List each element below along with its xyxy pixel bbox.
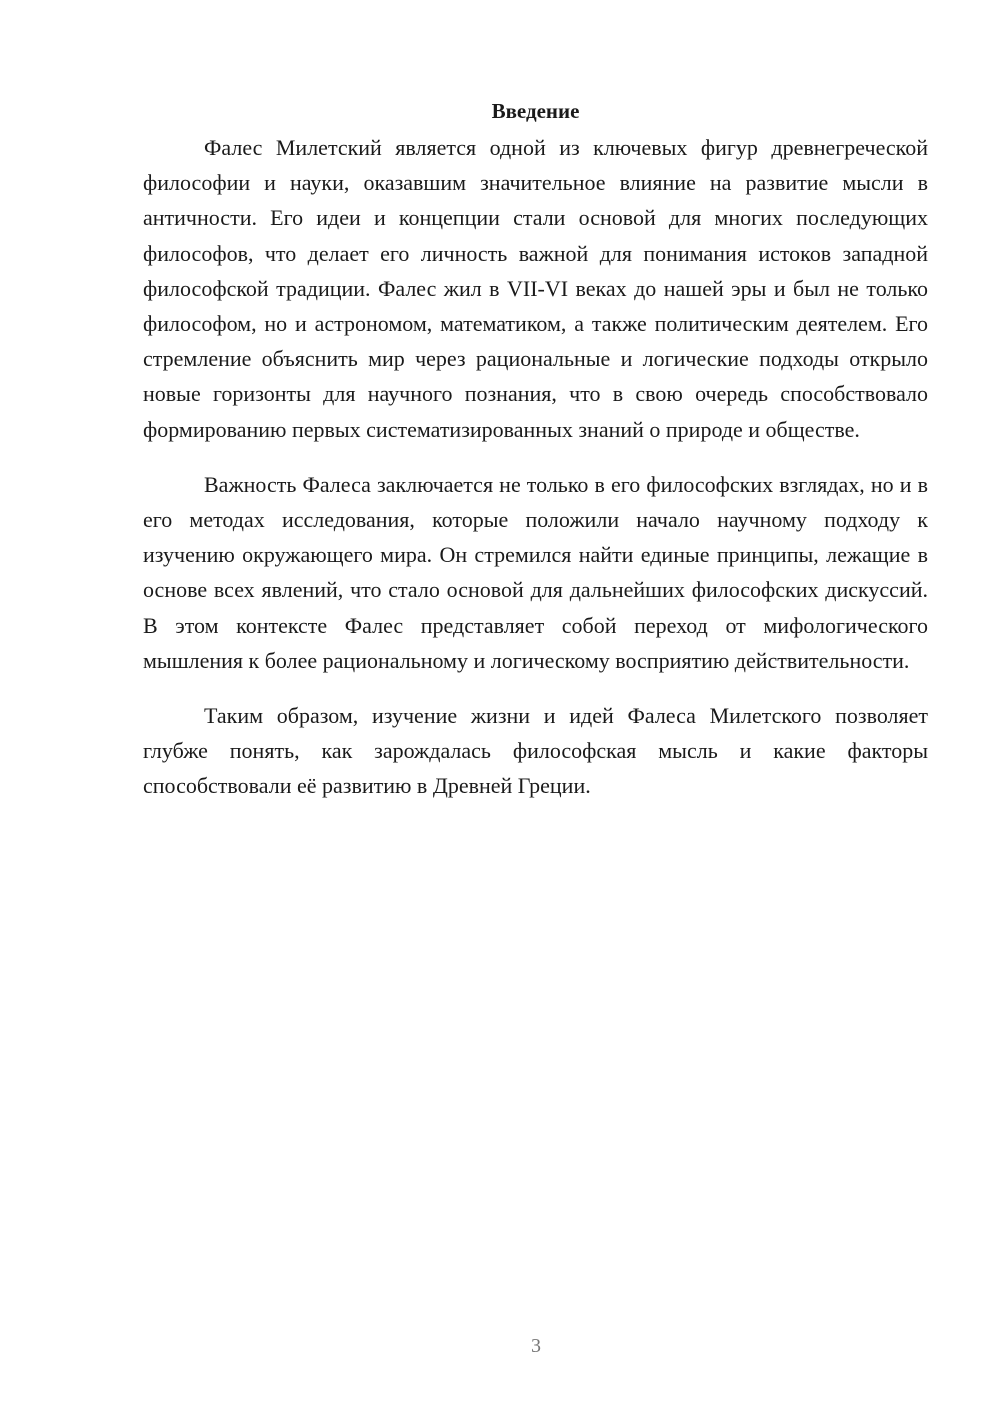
paragraph-3: Таким образом, изучение жизни и идей Фалеса Милетского позволяет глубже понять, как зарождалась философская мысль и какие факторы способствовали её развитию в Древней Греции. [143,703,928,799]
page-number: 3 [531,1335,541,1357]
section-heading: Введение [491,99,580,123]
paragraph-1: Фалес Милетский является одной из ключевых фигур древнегреческой философии и науки, оказавшим значительное влияние на развитие мысли в античности. Его идеи и концепции стали основой для многих последующих философов, что делает его личность важной для понимания истоков западной философской традиции. Фалес жил в VII-VI веках до нашей эры и был не только философом, но и астрономом, математиком, а также политическим деятелем. Его стремление объяснить мир через рациональные и логические подходы открыло новые горизонты для научного познания, что в свою очередь способствовало формированию первых систематизированных знаний о природе и обществе. [143,135,928,442]
page-content [143,96,928,824]
paragraph-2: Важность Фалеса заключается не только в его философских взглядах, но и в его методах исследования, которые положили начало научному подходу к изучению окружающего мира. Он стремился найти единые принципы, лежащие в основе всех явлений, что стало основой для дальнейших философских дискуссий. В этом контексте Фалес представляет собой переход от мифологического мышления к более рациональному и логическому восприятию действительности. [143,471,928,673]
